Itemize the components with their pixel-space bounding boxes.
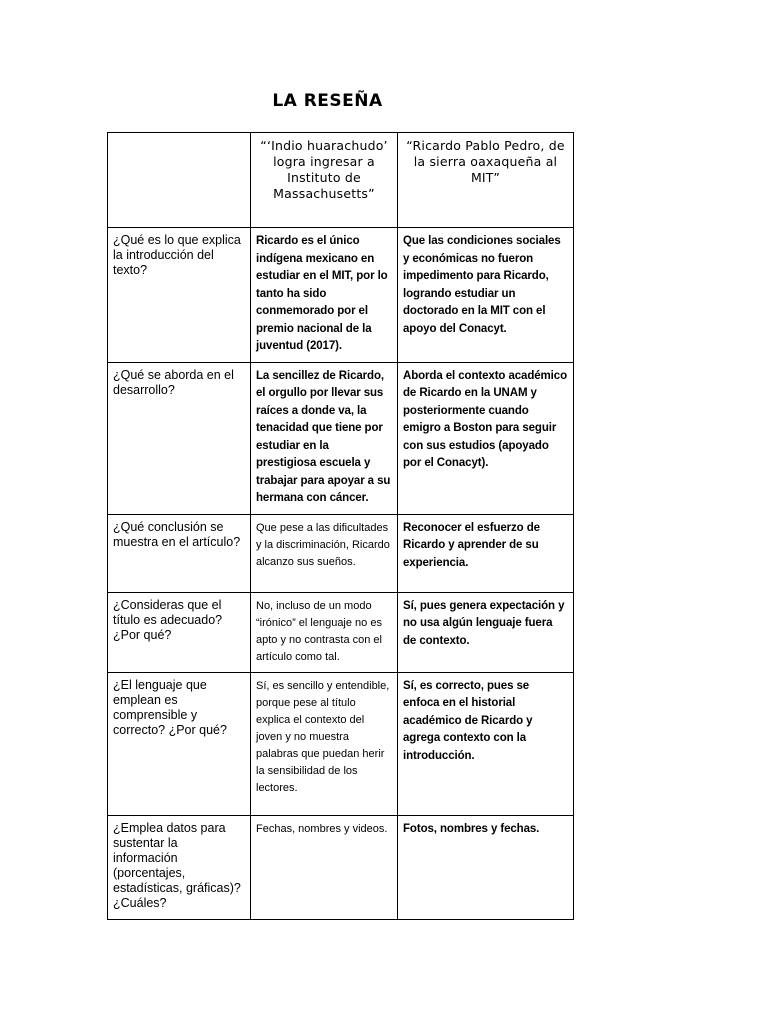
table-header-row <box>108 133 574 228</box>
question-cell: ¿Qué es lo que explica la introducción del texto? <box>108 228 251 363</box>
header-article-2: “Ricardo Pablo Pedro, de la sierra oaxaqueña al MIT” <box>398 133 574 228</box>
answer-article-2: Aborda el contexto académico de Ricardo en la UNAM y posteriormente cuando emigro a Boston para seguir con sus estudios (apoyado por el Conacyt). <box>398 362 574 514</box>
answer-article-1: Sí, es sencillo y entendible, porque pese al título explica el contexto del joven y no muestra palabras que puedan herir la sensibilidad de los lectores. <box>251 672 398 815</box>
table-row <box>108 514 574 592</box>
answer-article-2: Sí, pues genera expectación y no usa algún lenguaje fuera de contexto. <box>398 592 574 672</box>
question-cell: ¿Consideras que el título es adecuado? ¿Por qué? <box>108 592 251 672</box>
header-empty-cell <box>108 133 251 228</box>
table-row <box>108 672 574 815</box>
question-cell: ¿El lenguaje que emplean es comprensible y correcto? ¿Por qué? <box>108 672 251 815</box>
page-title: LA RESEÑA <box>272 91 383 111</box>
answer-article-1: La sencillez de Ricardo, el orgullo por llevar sus raíces a donde va, la tenacidad que tiene por estudiar en la prestigiosa escuela y trabajar para apoyar a su hermana con cáncer. <box>251 362 398 514</box>
header-article-1: “‘Indio huarachudo’ logra ingresar a Instituto de Massachusetts” <box>251 133 398 228</box>
answer-article-1: Fechas, nombres y videos. <box>251 815 398 919</box>
question-cell: ¿Emplea datos para sustentar la información (porcentajes, estadísticas, gráficas)? ¿Cuáles? <box>108 815 251 919</box>
answer-article-2: Sí, es correcto, pues se enfoca en el historial académico de Ricardo y agrega contexto con la introducción. <box>398 672 574 815</box>
answer-article-1: Ricardo es el único indígena mexicano en estudiar en el MIT, por lo tanto ha sido conmemorado por el premio nacional de la juventud (2017). <box>251 228 398 363</box>
answer-article-2: Que las condiciones sociales y económicas no fueron impedimento para Ricardo, logrando estudiar un doctorado en la MIT con el apoyo del Conacyt. <box>398 228 574 363</box>
table-row <box>108 228 574 363</box>
table-row <box>108 815 574 919</box>
answer-article-2: Reconocer el esfuerzo de Ricardo y aprender de su experiencia. <box>398 514 574 592</box>
question-cell: ¿Qué conclusión se muestra en el artículo? <box>108 514 251 592</box>
answer-article-1: Que pese a las dificultades y la discriminación, Ricardo alcanzo sus sueños. <box>251 514 398 592</box>
answer-article-2: Fotos, nombres y fechas. <box>398 815 574 919</box>
review-table <box>107 132 574 920</box>
answer-article-1: No, incluso de un modo “irónico” el lenguaje no es apto y no contrasta con el artículo como tal. <box>251 592 398 672</box>
question-cell: ¿Qué se aborda en el desarrollo? <box>108 362 251 514</box>
table-row <box>108 592 574 672</box>
table-row <box>108 362 574 514</box>
